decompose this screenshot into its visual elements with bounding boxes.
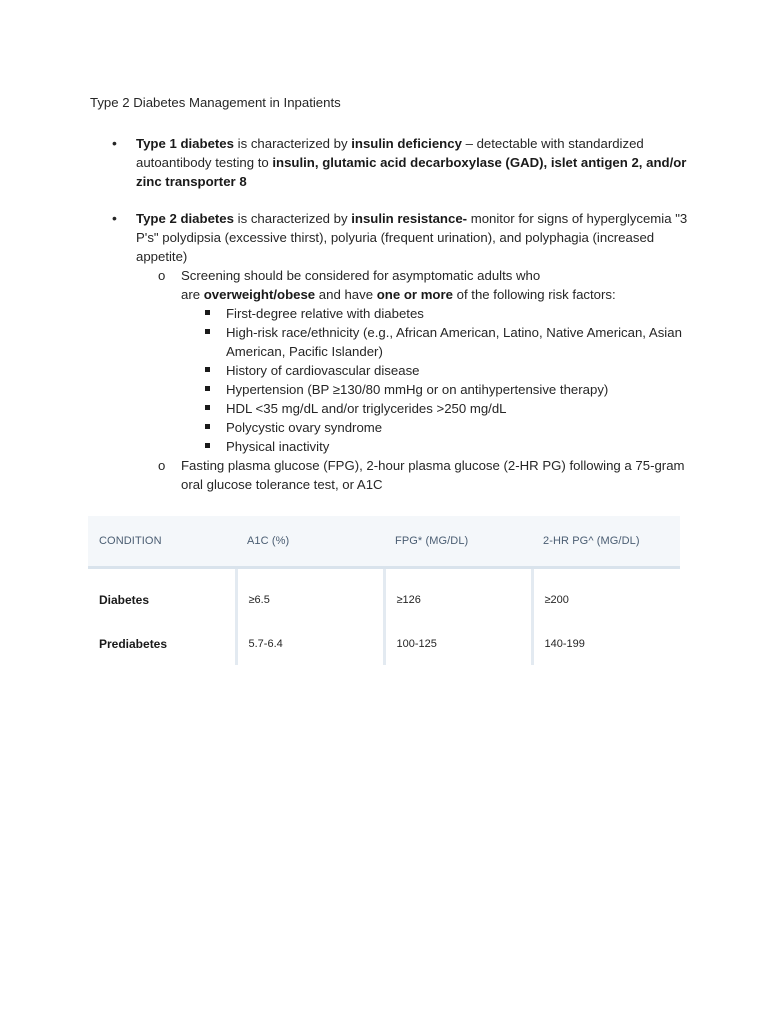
document-body	[90, 93, 690, 494]
bullet-icon: •	[112, 135, 117, 151]
document-title: Type 2 Diabetes Management in Inpatients	[90, 95, 341, 110]
type1-term: Type 1 diabetes	[136, 136, 234, 151]
square-bullet-icon	[205, 424, 210, 429]
risk-factor-text: Physical inactivity	[226, 439, 330, 454]
list-item-tests	[136, 456, 690, 494]
square-bullet-icon	[205, 310, 210, 315]
screening-line-1: Screening should be considered for asymptomatic adults who	[181, 268, 541, 283]
cell-condition: Prediabetes	[99, 637, 168, 651]
cell-fpg: 100-125	[384, 623, 532, 665]
type2-term-2: insulin resistance-	[351, 211, 468, 226]
screening-post: of the following risk factors:	[452, 287, 616, 302]
risk-factor-text: HDL <35 mg/dL and/or triglycerides >250 mg/dL	[226, 401, 507, 416]
risk-factor-item	[181, 361, 690, 380]
cell-2hr-pg: 140-199	[532, 623, 680, 665]
tests-text: Fasting plasma glucose (FPG), 2-hour plasma glucose (2-HR PG) following a 75-gram oral glucose tolerance test, or A1C	[181, 458, 685, 492]
risk-factor-text: First-degree relative with diabetes	[226, 306, 424, 321]
header-fpg: FPG* (MG/DL)	[384, 516, 532, 568]
square-bullet-icon	[205, 405, 210, 410]
table-row	[88, 568, 680, 624]
type1-text-2: – detectable with standardized autoantibody testing to	[136, 136, 644, 170]
cell-2hr-pg: ≥200	[532, 568, 680, 624]
risk-factor-item	[181, 418, 690, 437]
list-item-type2	[90, 209, 690, 494]
screening-bold-1: overweight/obese	[203, 287, 316, 302]
header-condition: CONDITION	[88, 516, 236, 568]
square-bullet-icon	[205, 329, 210, 334]
type1-term-3: insulin, glutamic acid decarboxylase (GAD), islet antigen 2, and/or zinc transporter 8	[136, 155, 687, 189]
screening-mid: and have	[315, 287, 377, 302]
cell-a1c: 5.7-6.4	[236, 623, 384, 665]
type1-text-1: is characterized by	[233, 136, 352, 151]
circle-bullet-icon: o	[158, 268, 166, 283]
risk-factor-item	[181, 437, 690, 456]
type2-term: Type 2 diabetes	[136, 211, 234, 226]
list-item-type1	[90, 134, 690, 191]
risk-factor-item	[181, 380, 690, 399]
risk-factor-text: Hypertension (BP ≥130/80 mmHg or on antihypertensive therapy)	[226, 382, 609, 397]
type2-text-2: monitor for signs of hyperglycemia "3 P's" polydipsia (excessive thirst), polyuria (frequent urination), and polyphagia (increased appetite)	[136, 211, 688, 264]
diagnostic-criteria-table	[88, 516, 680, 665]
screening-line-2	[136, 285, 690, 304]
cell-condition: Diabetes	[99, 593, 150, 607]
table-row	[88, 623, 680, 665]
risk-factor-text: History of cardiovascular disease	[226, 363, 420, 378]
risk-factor-text: Polycystic ovary syndrome	[226, 420, 383, 435]
sub-list	[136, 266, 690, 494]
table-header-row	[88, 516, 680, 568]
type2-text-1: is characterized by	[233, 211, 352, 226]
main-bullet-list	[90, 134, 690, 494]
screening-pre: are	[181, 287, 204, 302]
risk-factor-item	[181, 399, 690, 418]
screening-bold-2: one or more	[376, 287, 453, 302]
header-2hr-pg: 2-HR PG^ (MG/DL)	[532, 516, 680, 568]
bullet-icon: •	[112, 210, 117, 226]
risk-factor-item	[181, 304, 690, 323]
type1-term-2: insulin deficiency	[351, 136, 462, 151]
square-bullet-icon	[205, 367, 210, 372]
square-bullet-icon	[205, 443, 210, 448]
cell-a1c: ≥6.5	[236, 568, 384, 624]
risk-factor-list	[181, 304, 690, 456]
risk-factor-text: High-risk race/ethnicity (e.g., African American, Latino, Native American, Asian American, Pacific Islander)	[226, 325, 682, 359]
risk-factor-item	[181, 323, 690, 361]
diagnostic-criteria-table-container	[88, 516, 680, 665]
cell-fpg: ≥126	[384, 568, 532, 624]
header-a1c: A1C (%)	[236, 516, 384, 568]
list-item-screening	[136, 266, 690, 456]
circle-bullet-icon: o	[158, 458, 166, 473]
square-bullet-icon	[205, 386, 210, 391]
